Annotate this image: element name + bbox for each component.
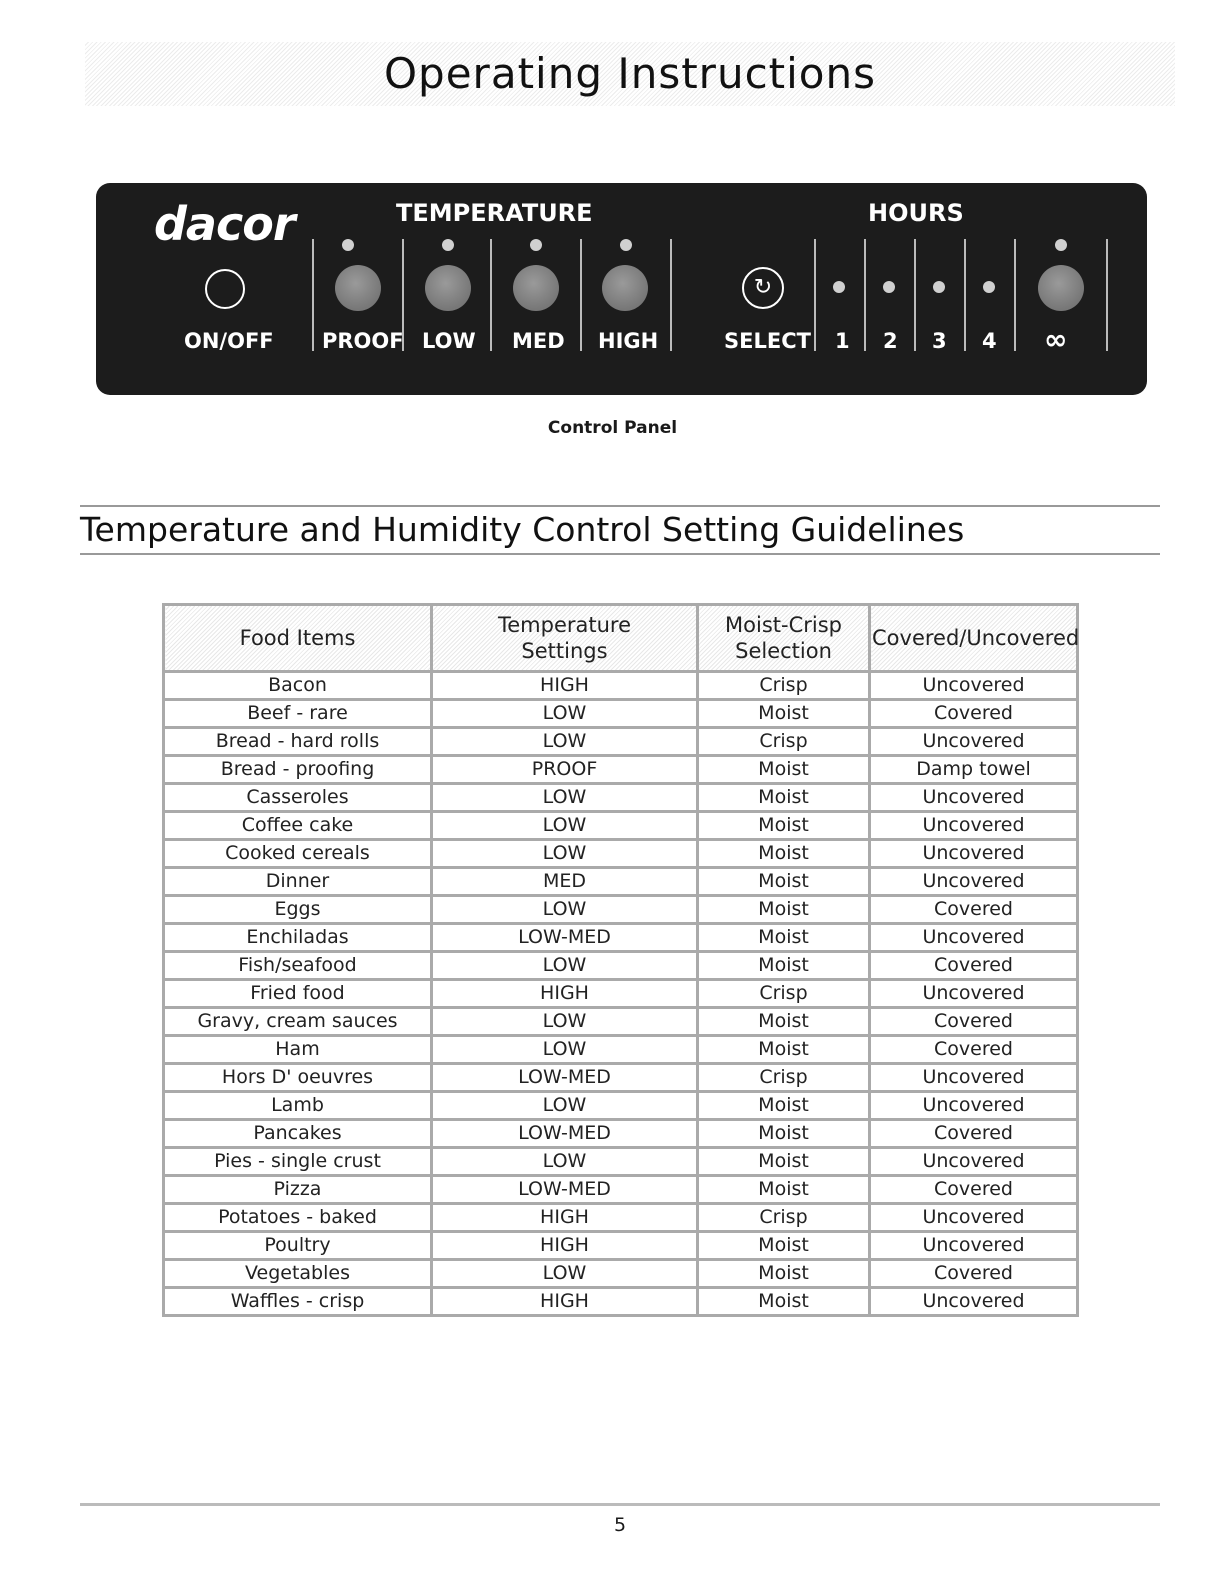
column-header: Food Items bbox=[164, 605, 432, 672]
select-cycle-icon: ↻ bbox=[742, 267, 784, 309]
table-body bbox=[164, 672, 1078, 1316]
hour-light-icon bbox=[933, 281, 945, 293]
table-cell: Eggs bbox=[164, 896, 432, 924]
table-row bbox=[164, 1036, 1078, 1064]
table-cell: LOW bbox=[432, 812, 698, 840]
table-cell: Fish/seafood bbox=[164, 952, 432, 980]
table-cell: Moist bbox=[698, 700, 870, 728]
continuous-button-icon bbox=[1038, 265, 1084, 311]
table-cell: Bacon bbox=[164, 672, 432, 700]
table-row bbox=[164, 1148, 1078, 1176]
table-cell: LOW bbox=[432, 896, 698, 924]
table-cell: HIGH bbox=[432, 1288, 698, 1316]
table-cell: Lamb bbox=[164, 1092, 432, 1120]
control-panel-caption: Control Panel bbox=[547, 418, 678, 438]
table-cell: Covered bbox=[870, 700, 1078, 728]
table-cell: Crisp bbox=[698, 1064, 870, 1092]
temperature-heading: TEMPERATURE bbox=[396, 199, 593, 227]
hour-light-icon bbox=[983, 281, 995, 293]
table-cell: Gravy, cream sauces bbox=[164, 1008, 432, 1036]
high-label: HIGH bbox=[598, 329, 659, 353]
table-row bbox=[164, 952, 1078, 980]
table-cell: Uncovered bbox=[870, 840, 1078, 868]
table-header-row bbox=[164, 605, 1078, 672]
table-cell: Pizza bbox=[164, 1176, 432, 1204]
table-row bbox=[164, 1260, 1078, 1288]
divider bbox=[580, 239, 582, 351]
control-panel-illustration bbox=[96, 183, 1147, 395]
table-cell: Hors D' oeuvres bbox=[164, 1064, 432, 1092]
table-cell: LOW bbox=[432, 728, 698, 756]
column-header: Covered/Uncovered bbox=[870, 605, 1078, 672]
indicator-light-icon bbox=[530, 239, 542, 251]
table-cell: Covered bbox=[870, 1120, 1078, 1148]
table-cell: Pies - single crust bbox=[164, 1148, 432, 1176]
divider bbox=[864, 239, 866, 351]
table-cell: LOW bbox=[432, 952, 698, 980]
page-number: 5 bbox=[613, 1514, 627, 1536]
low-button-icon bbox=[425, 265, 471, 311]
table-cell: Beef - rare bbox=[164, 700, 432, 728]
table-cell: Uncovered bbox=[870, 1204, 1078, 1232]
table-cell: Moist bbox=[698, 1288, 870, 1316]
table-row bbox=[164, 1064, 1078, 1092]
high-button-icon bbox=[602, 265, 648, 311]
table-cell: Uncovered bbox=[870, 980, 1078, 1008]
divider bbox=[490, 239, 492, 351]
table-cell: Covered bbox=[870, 896, 1078, 924]
table-cell: Uncovered bbox=[870, 672, 1078, 700]
table-cell: LOW-MED bbox=[432, 1064, 698, 1092]
hour-4-label: 4 bbox=[982, 329, 997, 353]
table-cell: Moist bbox=[698, 896, 870, 924]
hour-light-icon bbox=[883, 281, 895, 293]
table-row bbox=[164, 840, 1078, 868]
table-row bbox=[164, 728, 1078, 756]
table-cell: Uncovered bbox=[870, 1232, 1078, 1260]
table-row bbox=[164, 812, 1078, 840]
table-row bbox=[164, 1176, 1078, 1204]
table-cell: Moist bbox=[698, 840, 870, 868]
table-cell: Crisp bbox=[698, 728, 870, 756]
table-cell: LOW bbox=[432, 700, 698, 728]
table-cell: Pancakes bbox=[164, 1120, 432, 1148]
table-row bbox=[164, 896, 1078, 924]
table-cell: Covered bbox=[870, 1008, 1078, 1036]
select-label: SELECT bbox=[724, 329, 811, 353]
table-cell: Uncovered bbox=[870, 1288, 1078, 1316]
table-cell: LOW bbox=[432, 1036, 698, 1064]
table-cell: Vegetables bbox=[164, 1260, 432, 1288]
table-cell: LOW bbox=[432, 1092, 698, 1120]
divider bbox=[1014, 239, 1016, 351]
table-row bbox=[164, 868, 1078, 896]
table-cell: LOW bbox=[432, 1008, 698, 1036]
hours-heading: HOURS bbox=[868, 199, 964, 227]
table-cell: Potatoes - baked bbox=[164, 1204, 432, 1232]
table-cell: Crisp bbox=[698, 672, 870, 700]
table-cell: HIGH bbox=[432, 980, 698, 1008]
indicator-light-icon bbox=[442, 239, 454, 251]
table-row bbox=[164, 1288, 1078, 1316]
table-cell: Moist bbox=[698, 1148, 870, 1176]
table-cell: Uncovered bbox=[870, 1064, 1078, 1092]
divider bbox=[312, 239, 314, 351]
onoff-label: ON/OFF bbox=[184, 329, 274, 353]
table-cell: Coffee cake bbox=[164, 812, 432, 840]
table-cell: Uncovered bbox=[870, 1148, 1078, 1176]
table-row bbox=[164, 756, 1078, 784]
table-row bbox=[164, 784, 1078, 812]
table-cell: Crisp bbox=[698, 1204, 870, 1232]
table-cell: Bread - proofing bbox=[164, 756, 432, 784]
table-cell: Covered bbox=[870, 1036, 1078, 1064]
table-cell: Uncovered bbox=[870, 1092, 1078, 1120]
table-cell: Moist bbox=[698, 952, 870, 980]
table-cell: MED bbox=[432, 868, 698, 896]
indicator-light-icon bbox=[620, 239, 632, 251]
table-row bbox=[164, 1008, 1078, 1036]
table-row bbox=[164, 924, 1078, 952]
table-cell: Covered bbox=[870, 952, 1078, 980]
table-cell: Dinner bbox=[164, 868, 432, 896]
table-cell: LOW bbox=[432, 1260, 698, 1288]
table-cell: Uncovered bbox=[870, 924, 1078, 952]
section-title: Temperature and Humidity Control Setting Guidelines bbox=[80, 505, 1160, 555]
table-cell: Moist bbox=[698, 1260, 870, 1288]
table-cell: HIGH bbox=[432, 1232, 698, 1260]
table-cell: Moist bbox=[698, 784, 870, 812]
hour-3-label: 3 bbox=[932, 329, 947, 353]
table-cell: Fried food bbox=[164, 980, 432, 1008]
table-cell: Moist bbox=[698, 868, 870, 896]
table-cell: LOW bbox=[432, 840, 698, 868]
table-cell: Uncovered bbox=[870, 728, 1078, 756]
table-cell: Poultry bbox=[164, 1232, 432, 1260]
table-cell: Moist bbox=[698, 1120, 870, 1148]
table-cell: Waffles - crisp bbox=[164, 1288, 432, 1316]
divider bbox=[914, 239, 916, 351]
hour-1-label: 1 bbox=[835, 329, 850, 353]
table-cell: Uncovered bbox=[870, 812, 1078, 840]
table-row bbox=[164, 1204, 1078, 1232]
proof-button-icon bbox=[335, 265, 381, 311]
table-cell: Crisp bbox=[698, 980, 870, 1008]
column-header: Moist-Crisp Selection bbox=[698, 605, 870, 672]
page-title: Operating Instructions bbox=[85, 42, 1175, 106]
table-cell: Cooked cereals bbox=[164, 840, 432, 868]
table-cell: Moist bbox=[698, 1008, 870, 1036]
divider bbox=[670, 239, 672, 351]
table-cell: Moist bbox=[698, 812, 870, 840]
table-cell: Damp towel bbox=[870, 756, 1078, 784]
table-cell: HIGH bbox=[432, 1204, 698, 1232]
table-cell: Covered bbox=[870, 1260, 1078, 1288]
table-cell: Moist bbox=[698, 1232, 870, 1260]
table-cell: LOW bbox=[432, 784, 698, 812]
table-row bbox=[164, 700, 1078, 728]
power-button-icon bbox=[205, 269, 245, 309]
table-cell: PROOF bbox=[432, 756, 698, 784]
table-row bbox=[164, 1120, 1078, 1148]
table-row bbox=[164, 672, 1078, 700]
table-cell: Casseroles bbox=[164, 784, 432, 812]
table-cell: Moist bbox=[698, 1036, 870, 1064]
divider bbox=[814, 239, 816, 351]
hour-light-icon bbox=[833, 281, 845, 293]
indicator-light-icon bbox=[1055, 239, 1067, 251]
indicator-light-icon bbox=[342, 239, 354, 251]
table-cell: LOW bbox=[432, 1148, 698, 1176]
table-cell: Moist bbox=[698, 1176, 870, 1204]
table-row bbox=[164, 1232, 1078, 1260]
table-row bbox=[164, 980, 1078, 1008]
column-header: Temperature Settings bbox=[432, 605, 698, 672]
footer-rule bbox=[80, 1503, 1160, 1506]
divider bbox=[1106, 239, 1108, 351]
table-cell: Moist bbox=[698, 1092, 870, 1120]
divider bbox=[964, 239, 966, 351]
table-cell: Ham bbox=[164, 1036, 432, 1064]
table-cell: Bread - hard rolls bbox=[164, 728, 432, 756]
infinity-label: ∞ bbox=[1044, 323, 1068, 356]
settings-table bbox=[162, 603, 1079, 1317]
table-row bbox=[164, 1092, 1078, 1120]
hour-2-label: 2 bbox=[883, 329, 898, 353]
table-cell: Uncovered bbox=[870, 868, 1078, 896]
table-cell: Uncovered bbox=[870, 784, 1078, 812]
proof-label: PROOF bbox=[322, 329, 404, 353]
table-cell: LOW-MED bbox=[432, 1120, 698, 1148]
table-cell: LOW-MED bbox=[432, 1176, 698, 1204]
med-button-icon bbox=[513, 265, 559, 311]
med-label: MED bbox=[512, 329, 565, 353]
brand-logo: dacor bbox=[154, 197, 295, 251]
table-cell: Moist bbox=[698, 756, 870, 784]
table-cell: HIGH bbox=[432, 672, 698, 700]
table-cell: Covered bbox=[870, 1176, 1078, 1204]
table-cell: Moist bbox=[698, 924, 870, 952]
table-cell: LOW-MED bbox=[432, 924, 698, 952]
table-cell: Enchiladas bbox=[164, 924, 432, 952]
low-label: LOW bbox=[422, 329, 476, 353]
